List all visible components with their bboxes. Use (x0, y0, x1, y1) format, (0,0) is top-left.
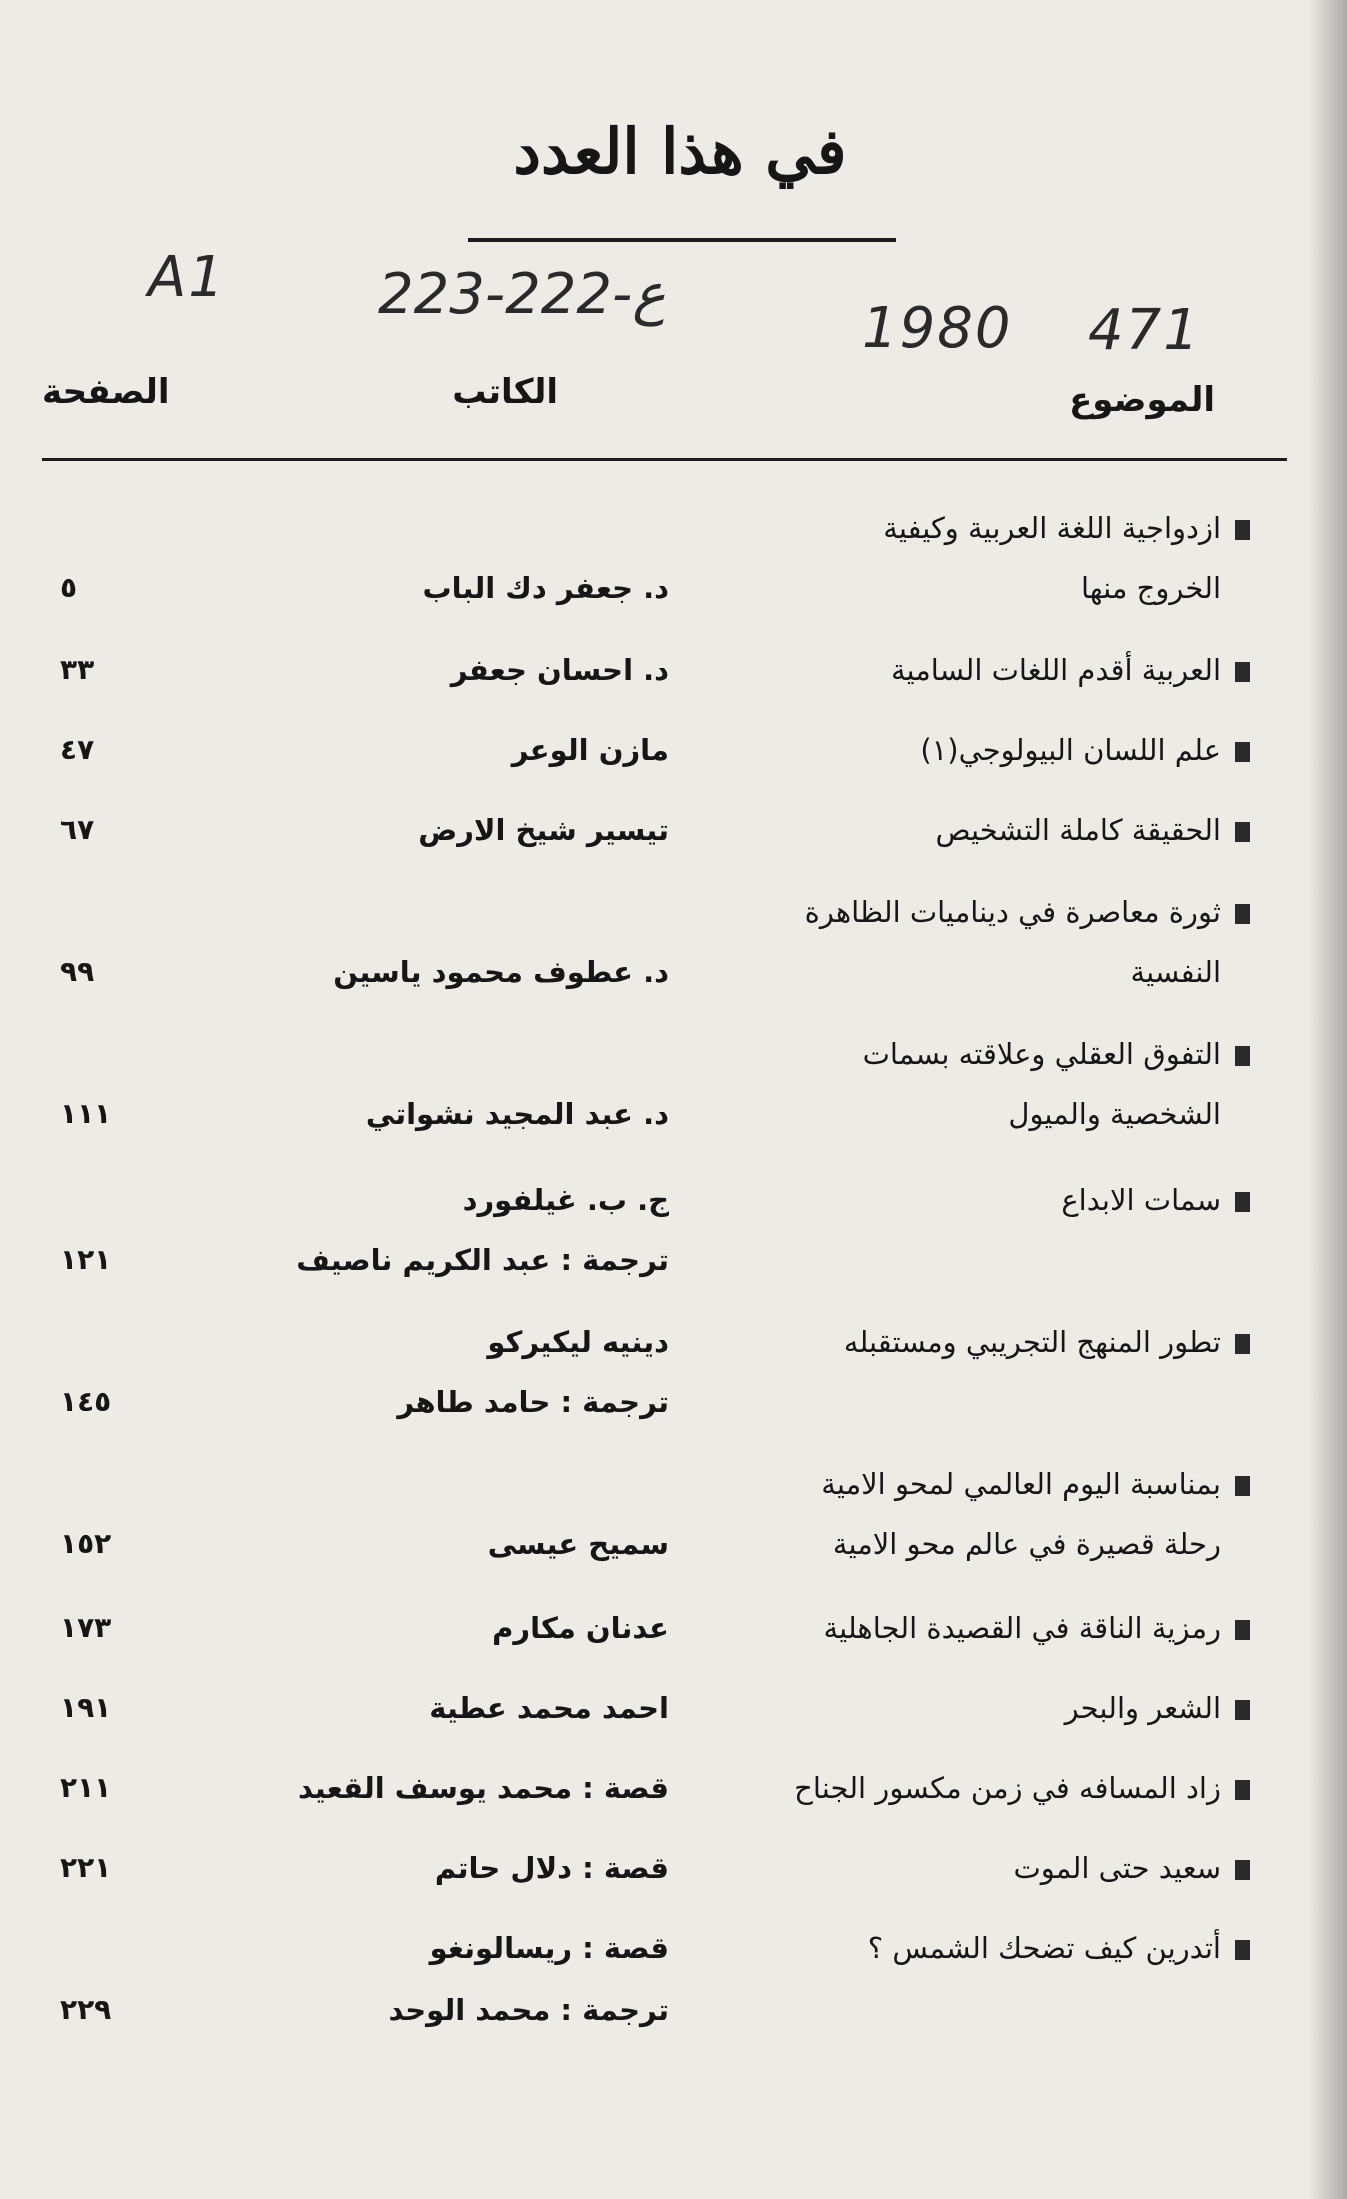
toc-author: دينيه ليكيركو (487, 1325, 669, 1359)
square-bullet-icon (1235, 520, 1250, 540)
page-title: في هذا العدد (513, 115, 847, 188)
toc-topic (730, 1454, 1250, 1574)
square-bullet-icon (1235, 1700, 1250, 1720)
toc-page-number: ١٢١ (60, 1243, 112, 1276)
toc-topic (730, 1170, 1250, 1230)
toc-topic (730, 1758, 1250, 1818)
toc-translator: ترجمة : محمد الوحد (388, 1993, 669, 2027)
toc-topic-line: سعيد حتى الموت (1013, 1851, 1221, 1885)
square-bullet-icon (1235, 742, 1250, 762)
toc-topic-line: زاد المسافه في زمن مكسور الجناح (794, 1771, 1221, 1805)
toc-page-number: ١٩١ (60, 1691, 112, 1724)
toc-topic-line: الشخصية والميول (1008, 1097, 1221, 1131)
toc-topic-line: التفوق العقلي وعلاقته بسمات (862, 1037, 1221, 1071)
handwritten-note-year: 1980 (862, 296, 1013, 361)
square-bullet-icon (1235, 1780, 1250, 1800)
toc-topic-line: الخروج منها (1080, 571, 1221, 605)
handwritten-note-middle: 223-222-ع (378, 262, 666, 327)
toc-author: عدنان مكارم (492, 1611, 669, 1645)
header-rule (42, 458, 1287, 461)
toc-topic-line: علم اللسان البيولوجي(١) (920, 733, 1221, 767)
column-header-page: الصفحة (42, 372, 170, 412)
toc-topic (730, 800, 1250, 860)
toc-topic (730, 1838, 1250, 1898)
toc-author: احمد محمد عطية (429, 1691, 669, 1725)
square-bullet-icon (1235, 1860, 1250, 1880)
toc-page-number: ٢٢٩ (60, 1993, 112, 2026)
toc-translator: ترجمة : عبد الكريم ناصيف (296, 1243, 669, 1277)
toc-page-number: ١١١ (60, 1097, 112, 1130)
square-bullet-icon (1235, 1334, 1250, 1354)
toc-topic (730, 720, 1250, 780)
toc-topic (730, 1024, 1250, 1144)
toc-topic (730, 1598, 1250, 1658)
toc-page-number: ٣٣ (60, 653, 95, 686)
toc-translator: ترجمة : حامد طاهر (397, 1385, 669, 1419)
toc-topic-line: سمات الابداع (1061, 1183, 1221, 1217)
toc-author: د. جعفر دك الباب (422, 571, 669, 605)
square-bullet-icon (1235, 1192, 1250, 1212)
toc-topic-line: بمناسبة اليوم العالمي لمحو الامية (821, 1467, 1221, 1501)
toc-author: مازن الوعر (511, 733, 669, 767)
square-bullet-icon (1235, 1940, 1250, 1960)
toc-author: تيسير شيخ الارض (418, 813, 669, 847)
toc-topic (730, 1918, 1250, 1978)
toc-topic (730, 1312, 1250, 1372)
toc-page-number: ٥ (60, 571, 78, 604)
toc-page-number: ١٧٣ (60, 1611, 112, 1644)
toc-topic (730, 882, 1250, 1002)
square-bullet-icon (1235, 904, 1250, 924)
toc-topic (730, 498, 1250, 618)
toc-topic-line: النفسية (1130, 955, 1221, 989)
toc-topic-line: العربية أقدم اللغات السامية (890, 653, 1221, 687)
square-bullet-icon (1235, 1620, 1250, 1640)
toc-topic (730, 1678, 1250, 1738)
toc-topic-line: رمزية الناقة في القصيدة الجاهلية (823, 1611, 1221, 1645)
toc-topic-line: الشعر والبحر (1064, 1691, 1221, 1725)
toc-author: سميح عيسى (487, 1527, 669, 1561)
toc-topic (730, 640, 1250, 700)
toc-page-number: ٢٢١ (60, 1851, 112, 1884)
toc-author: قصة : دلال حاتم (434, 1851, 669, 1885)
toc-author: قصة : ريسالونغو (429, 1931, 669, 1965)
square-bullet-icon (1235, 662, 1250, 682)
handwritten-note-left: A1 (148, 245, 226, 310)
toc-page-number: ١٤٥ (60, 1385, 112, 1418)
toc-topic-line: الحقيقة كاملة التشخيص (935, 813, 1221, 847)
toc-author: ج. ب. غيلفورد (462, 1183, 669, 1217)
square-bullet-icon (1235, 822, 1250, 842)
toc-topic-line: ازدواجية اللغة العربية وكيفية (883, 511, 1221, 545)
square-bullet-icon (1235, 1046, 1250, 1066)
toc-page-number: ٢١١ (60, 1771, 112, 1804)
toc-author: د. احسان جعفر (450, 653, 669, 687)
toc-page-number: ٩٩ (60, 955, 95, 988)
toc-page-number: ٦٧ (60, 813, 95, 846)
column-header-topic: الموضوع (1069, 380, 1215, 420)
page-edge-shadow (1309, 0, 1347, 2199)
toc-author: د. عبد المجيد نشواتي (365, 1097, 669, 1131)
handwritten-note-number: 471 (1088, 298, 1201, 363)
square-bullet-icon (1235, 1476, 1250, 1496)
toc-author: قصة : محمد يوسف القعيد (298, 1771, 669, 1805)
title-underline (468, 238, 896, 242)
column-header-author: الكاتب (452, 372, 558, 412)
toc-page-number: ١٥٢ (60, 1527, 112, 1560)
toc-page-number: ٤٧ (60, 733, 95, 766)
toc-author: د. عطوف محمود ياسين (333, 955, 669, 989)
toc-topic-line: ثورة معاصرة في ديناميات الظاهرة (804, 895, 1221, 929)
toc-topic-line: تطور المنهج التجريبي ومستقبله (843, 1325, 1221, 1359)
toc-topic-line: رحلة قصيرة في عالم محو الامية (832, 1527, 1221, 1561)
toc-topic-line: أتدرين كيف تضحك الشمس ؟ (867, 1931, 1221, 1965)
